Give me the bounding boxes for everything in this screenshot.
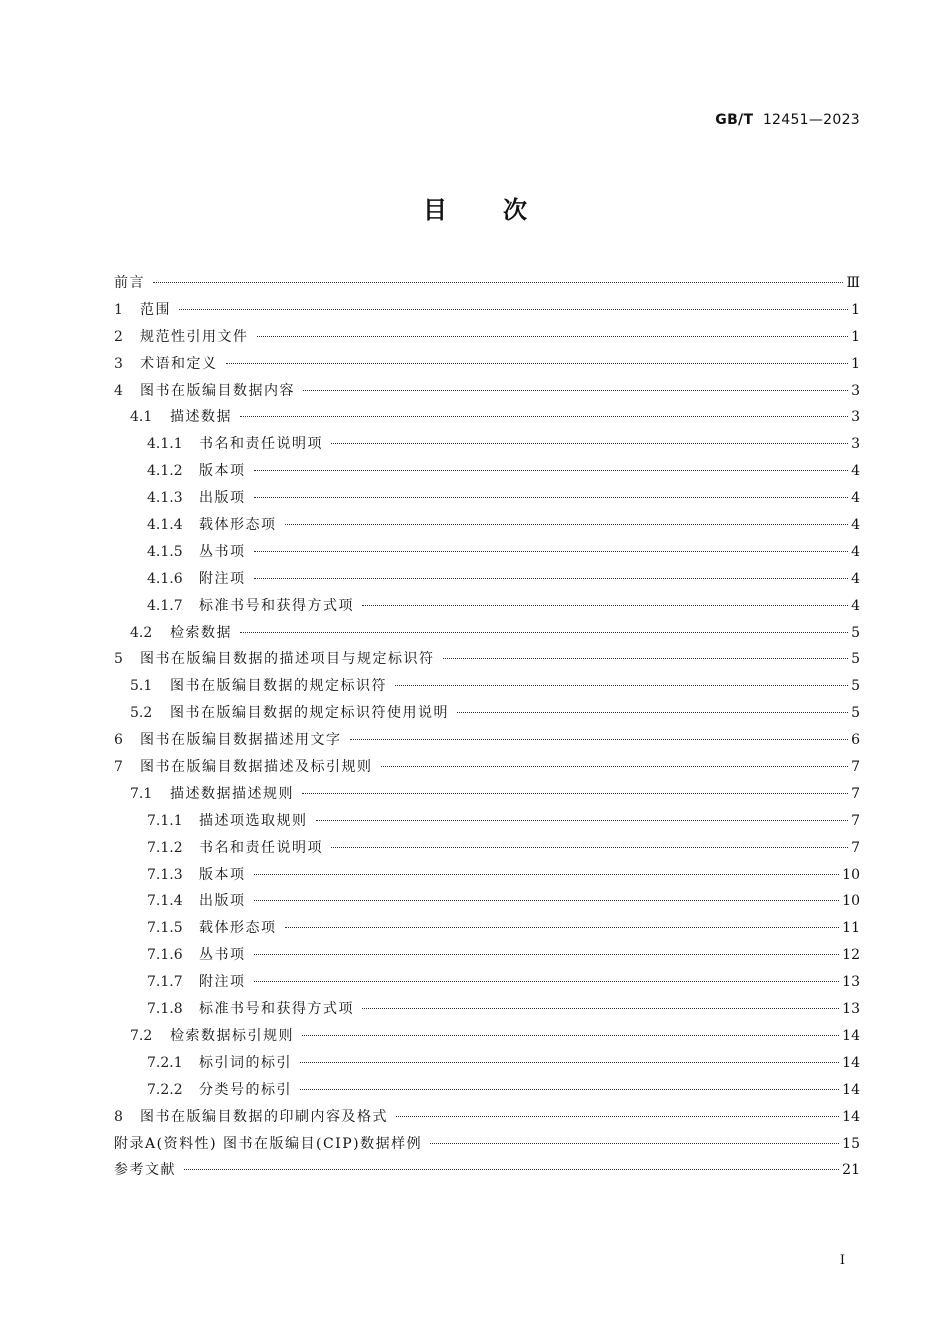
- toc-entry-label: 前言: [114, 275, 145, 291]
- toc-entry-label: 标引词的标引: [199, 1054, 292, 1071]
- toc-entry-number: 4.1.6: [147, 570, 183, 587]
- toc-entry-page: 4: [851, 543, 860, 560]
- toc-entry-page: 4: [851, 490, 860, 507]
- toc-entry[interactable]: [114, 1025, 860, 1052]
- toc-entry-page: 5: [851, 651, 860, 668]
- toc-entry[interactable]: [114, 837, 860, 864]
- toc-dot-leader: [331, 847, 848, 848]
- toc-entry-label: 术语和定义: [140, 355, 218, 372]
- toc-dot-leader: [179, 309, 848, 310]
- toc-entry[interactable]: [114, 433, 860, 460]
- toc-entry-number: 4.1.4: [147, 517, 183, 534]
- toc-entry-number: 4.2: [130, 624, 153, 641]
- toc-entry-number: 7.2.2: [147, 1081, 183, 1098]
- toc-entry-label: 书名和责任说明项: [199, 839, 323, 856]
- toc-dot-leader: [457, 712, 848, 713]
- toc-entry[interactable]: [114, 998, 860, 1025]
- toc-entry[interactable]: [114, 810, 860, 837]
- toc-entry-page: 5: [851, 678, 860, 695]
- toc-entry-label: 出版项: [199, 490, 246, 507]
- toc-dot-leader: [300, 1062, 839, 1063]
- toc-entry-page: 1: [851, 328, 860, 345]
- toc-entry-number: 7.1.8: [147, 1001, 183, 1018]
- toc-entry[interactable]: [114, 864, 860, 891]
- toc-entry[interactable]: [114, 299, 860, 326]
- toc-dot-leader: [254, 578, 849, 579]
- toc-entry[interactable]: [114, 1159, 860, 1186]
- toc-dot-leader: [381, 766, 849, 767]
- toc-entry-number: 7.2.1: [147, 1054, 183, 1071]
- toc-entry-page: 15: [842, 1135, 860, 1152]
- toc-entry-page: 14: [842, 1081, 860, 1098]
- toc-entry[interactable]: [114, 917, 860, 944]
- toc-entry[interactable]: [114, 783, 860, 810]
- toc-entry-page: 4: [851, 597, 860, 614]
- toc-entry-label: 标准书号和获得方式项: [199, 1001, 354, 1018]
- toc-entry-page: 6: [851, 732, 860, 749]
- toc-dot-leader: [240, 632, 848, 633]
- toc-entry-page: 7: [851, 839, 860, 856]
- toc-entry[interactable]: [114, 756, 860, 783]
- toc-entry[interactable]: [114, 1106, 860, 1133]
- toc-entry[interactable]: [114, 675, 860, 702]
- toc-entry[interactable]: [114, 944, 860, 971]
- toc-dot-leader: [396, 1116, 839, 1117]
- toc-dot-leader: [254, 954, 840, 955]
- toc-entry-number: 4.1.1: [147, 436, 183, 453]
- page-number: I: [839, 1253, 845, 1268]
- toc-entry-number: 3: [114, 355, 123, 372]
- toc-entry-label: 丛书项: [199, 947, 246, 964]
- toc-entry-label: 图书在版编目数据的描述项目与规定标识符: [140, 651, 435, 668]
- toc-entry-page: 3: [851, 382, 860, 399]
- toc-entry-label: 图书在版编目数据描述及标引规则: [140, 759, 373, 776]
- toc-entry-label: 出版项: [199, 893, 246, 910]
- toc-entry-number: 1: [114, 301, 123, 318]
- toc-entry[interactable]: [114, 1052, 860, 1079]
- toc-entry[interactable]: [114, 487, 860, 514]
- toc-entry-number: 7.1.7: [147, 974, 183, 991]
- toc-entry[interactable]: [114, 971, 860, 998]
- toc-entry-label: 版本项: [199, 866, 246, 883]
- toc-entry-label: 载体形态项: [199, 517, 277, 534]
- toc-entry-label: 检索数据标引规则: [170, 1027, 294, 1044]
- toc-entry-page: 3: [851, 436, 860, 453]
- toc-entry-page: 5: [851, 705, 860, 722]
- toc-entry-page: 10: [842, 866, 860, 883]
- toc-entry[interactable]: [114, 1079, 860, 1106]
- toc-dot-leader: [302, 793, 848, 794]
- toc-entry-number: 7.1.6: [147, 947, 183, 964]
- toc-entry[interactable]: [114, 541, 860, 568]
- toc-entry[interactable]: [114, 702, 860, 729]
- toc-dot-leader: [153, 282, 843, 283]
- toc-entry[interactable]: [114, 460, 860, 487]
- standard-number: 12451—2023: [762, 112, 860, 128]
- toc-entry-page: 13: [842, 1001, 860, 1018]
- toc-entry-page: 13: [842, 974, 860, 991]
- toc-entry-label: 规范性引用文件: [140, 328, 249, 345]
- toc-entry[interactable]: [114, 568, 860, 595]
- toc-entry-label: 丛书项: [199, 543, 246, 560]
- toc-dot-leader: [285, 927, 840, 928]
- toc-entry-label: 载体形态项: [199, 920, 277, 937]
- toc-entry-label: 版本项: [199, 463, 246, 480]
- toc-entry-number: 4.1.7: [147, 597, 183, 614]
- toc-entry-label: 图书在版编目数据的规定标识符: [170, 678, 387, 695]
- toc-entry-label: 图书在版编目数据的印刷内容及格式: [140, 1108, 388, 1125]
- toc-entry-label: 图书在版编目数据内容: [140, 382, 295, 399]
- toc-entry-page: 3: [851, 409, 860, 426]
- toc-entry-label: 检索数据: [170, 624, 232, 641]
- toc-entry-page: 5: [851, 624, 860, 641]
- toc-entry[interactable]: [114, 380, 860, 407]
- toc-entry-label: 图书在版编目数据描述用文字: [140, 732, 342, 749]
- toc-entry-page: 4: [851, 517, 860, 534]
- toc-dot-leader: [254, 551, 849, 552]
- toc-dot-leader: [254, 874, 840, 875]
- toc-entry-page: 14: [842, 1054, 860, 1071]
- toc-dot-leader: [285, 524, 849, 525]
- toc-entry-number: 8: [114, 1108, 123, 1125]
- toc-entry-page: 14: [842, 1027, 860, 1044]
- toc-dot-leader: [395, 685, 848, 686]
- toc-dot-leader: [331, 443, 848, 444]
- toc-entry-number: 4: [114, 382, 123, 399]
- toc-entry-label: 描述项选取规则: [199, 812, 308, 829]
- toc-entry-page: 7: [851, 785, 860, 802]
- toc-entry-number: 7: [114, 759, 123, 776]
- standard-prefix: GB/T: [715, 112, 754, 128]
- toc-dot-leader: [254, 900, 840, 901]
- toc-entry-label: 附录A(资料性) 图书在版编目(CIP)数据样例: [114, 1135, 423, 1152]
- toc-entry-number: 7.1: [130, 785, 153, 802]
- toc-entry-number: 4.1: [130, 409, 153, 426]
- toc-entry[interactable]: [114, 622, 860, 649]
- toc-dot-leader: [430, 1143, 839, 1144]
- toc-dot-leader: [257, 336, 849, 337]
- toc-entry[interactable]: [114, 1133, 860, 1160]
- standard-code: [715, 112, 860, 128]
- table-of-contents: [114, 272, 860, 1186]
- toc-entry-number: 4.1.5: [147, 543, 183, 560]
- toc-dot-leader: [254, 497, 849, 498]
- toc-entry-label: 附注项: [199, 570, 246, 587]
- toc-entry-page: 11: [842, 920, 860, 937]
- toc-entry-number: 5.2: [130, 705, 153, 722]
- toc-entry[interactable]: [114, 326, 860, 353]
- toc-entry-page: 21: [842, 1162, 860, 1179]
- toc-entry-number: 7.1.4: [147, 893, 183, 910]
- toc-entry-page: 1: [851, 301, 860, 318]
- toc-entry-page: 12: [842, 947, 860, 964]
- toc-entry[interactable]: [114, 353, 860, 380]
- toc-entry-label: 描述数据描述规则: [170, 785, 294, 802]
- toc-dot-leader: [303, 390, 848, 391]
- toc-entry[interactable]: [114, 729, 860, 756]
- toc-dot-leader: [350, 739, 849, 740]
- toc-entry-number: 5: [114, 651, 123, 668]
- toc-dot-leader: [443, 658, 849, 659]
- toc-entry-number: 7.1.5: [147, 920, 183, 937]
- toc-entry-number: 6: [114, 732, 123, 749]
- toc-entry-page: 4: [851, 463, 860, 480]
- toc-dot-leader: [184, 1169, 839, 1170]
- toc-entry-number: 4.1.3: [147, 490, 183, 507]
- toc-entry[interactable]: [114, 272, 860, 299]
- toc-dot-leader: [302, 1035, 839, 1036]
- toc-entry-number: 2: [114, 328, 123, 345]
- toc-entry-page: 14: [842, 1108, 860, 1125]
- toc-entry-number: 7.1.3: [147, 866, 183, 883]
- toc-entry-page: 1: [851, 355, 860, 372]
- toc-dot-leader: [226, 363, 849, 364]
- toc-entry-page: 4: [851, 570, 860, 587]
- toc-dot-leader: [362, 1008, 839, 1009]
- toc-entry[interactable]: [114, 406, 860, 433]
- toc-entry-label: 书名和责任说明项: [199, 436, 323, 453]
- toc-entry-page: 10: [842, 893, 860, 910]
- toc-entry-page: Ⅲ: [846, 275, 860, 291]
- toc-entry[interactable]: [114, 595, 860, 622]
- toc-dot-leader: [362, 605, 848, 606]
- toc-dot-leader: [316, 820, 849, 821]
- toc-entry-label: 范围: [140, 301, 171, 318]
- toc-dot-leader: [254, 470, 849, 471]
- toc-entry-label: 标准书号和获得方式项: [199, 597, 354, 614]
- toc-entry-page: 7: [851, 812, 860, 829]
- toc-entry-number: 7.1.1: [147, 812, 183, 829]
- toc-entry-page: 7: [851, 759, 860, 776]
- toc-dot-leader: [254, 981, 840, 982]
- toc-dot-leader: [300, 1089, 839, 1090]
- toc-entry-label: 参考文献: [114, 1162, 176, 1179]
- toc-entry[interactable]: [114, 514, 860, 541]
- toc-entry-number: 7.1.2: [147, 839, 183, 856]
- toc-entry-number: 5.1: [130, 678, 153, 695]
- toc-entry-number: 7.2: [130, 1027, 153, 1044]
- toc-entry-number: 4.1.2: [147, 463, 183, 480]
- toc-dot-leader: [240, 416, 848, 417]
- toc-entry[interactable]: [114, 890, 860, 917]
- page-title: 目次: [423, 196, 583, 224]
- toc-entry-label: 图书在版编目数据的规定标识符使用说明: [170, 705, 449, 722]
- toc-entry[interactable]: [114, 648, 860, 675]
- toc-entry-label: 描述数据: [170, 409, 232, 426]
- toc-entry-label: 分类号的标引: [199, 1081, 292, 1098]
- toc-entry-label: 附注项: [199, 974, 246, 991]
